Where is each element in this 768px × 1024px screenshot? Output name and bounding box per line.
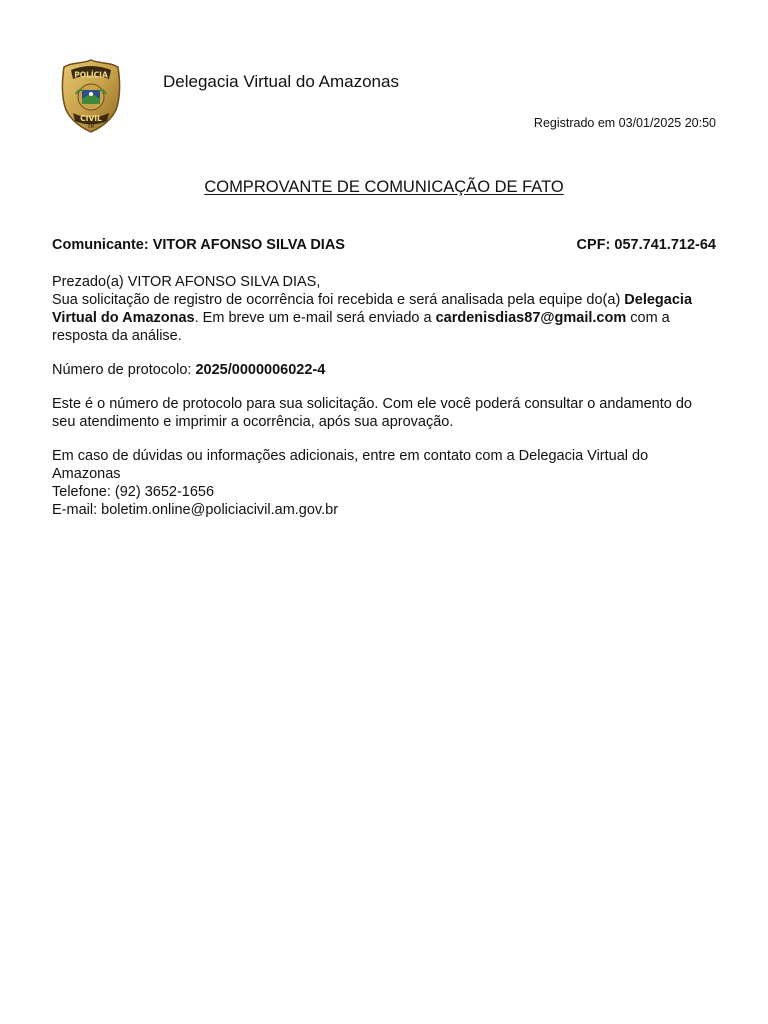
- protocol-number: 2025/0000006022-4: [195, 362, 326, 378]
- reporter-cpf: CPF: 057.741.712-64: [576, 237, 716, 253]
- badge-small-text: AM: [87, 124, 95, 129]
- contact-info: Em caso de dúvidas ou informações adicionais, entre em contato com a Delegacia Virtual do Amazonas: [52, 448, 649, 482]
- greeting: Prezado(a) VITOR AFONSO SILVA DIAS,: [52, 274, 321, 290]
- request-text-3: com a resposta da análise.: [52, 310, 670, 344]
- protocol-paragraph: [52, 361, 716, 379]
- request-text-2: . Em breve um e-mail será enviado a: [194, 310, 436, 326]
- user-email: cardenisdias87@gmail.com: [435, 310, 627, 326]
- request-text-1: Sua solicitação de registro de ocorrência foi recebida e será analisada pela equipe do(a): [52, 292, 625, 308]
- request-paragraph: [52, 273, 716, 345]
- registered-timestamp: Registrado em 03/01/2025 20:50: [533, 116, 716, 130]
- reporter-row: [52, 237, 716, 253]
- agency-name: Delegacia Virtual do Amazonas: [52, 292, 693, 326]
- contact-email: E-mail: boletim.online@policiacivil.am.gov.br: [52, 502, 339, 518]
- protocol-label: Número de protocolo:: [52, 362, 196, 378]
- protocol-info: Este é o número de protocolo para sua solicitação. Com ele você poderá consultar o andamento do seu atendimento e imprimir a ocorrência, após sua aprovação.: [52, 396, 692, 430]
- contact-phone: Telefone: (92) 3652-1656: [52, 484, 215, 500]
- reporter-name: Comunicante: VITOR AFONSO SILVA DIAS: [52, 237, 345, 253]
- document-title: COMPROVANTE DE COMUNICAÇÃO DE FATO: [204, 178, 564, 196]
- document-body: [52, 273, 716, 535]
- badge-bottom-text: CIVIL: [80, 114, 102, 123]
- badge-top-text: POLÍCIA: [74, 70, 108, 80]
- header-title: Delegacia Virtual do Amazonas: [163, 72, 399, 91]
- policia-civil-badge-icon: [60, 58, 122, 134]
- contact-paragraph: [52, 447, 716, 519]
